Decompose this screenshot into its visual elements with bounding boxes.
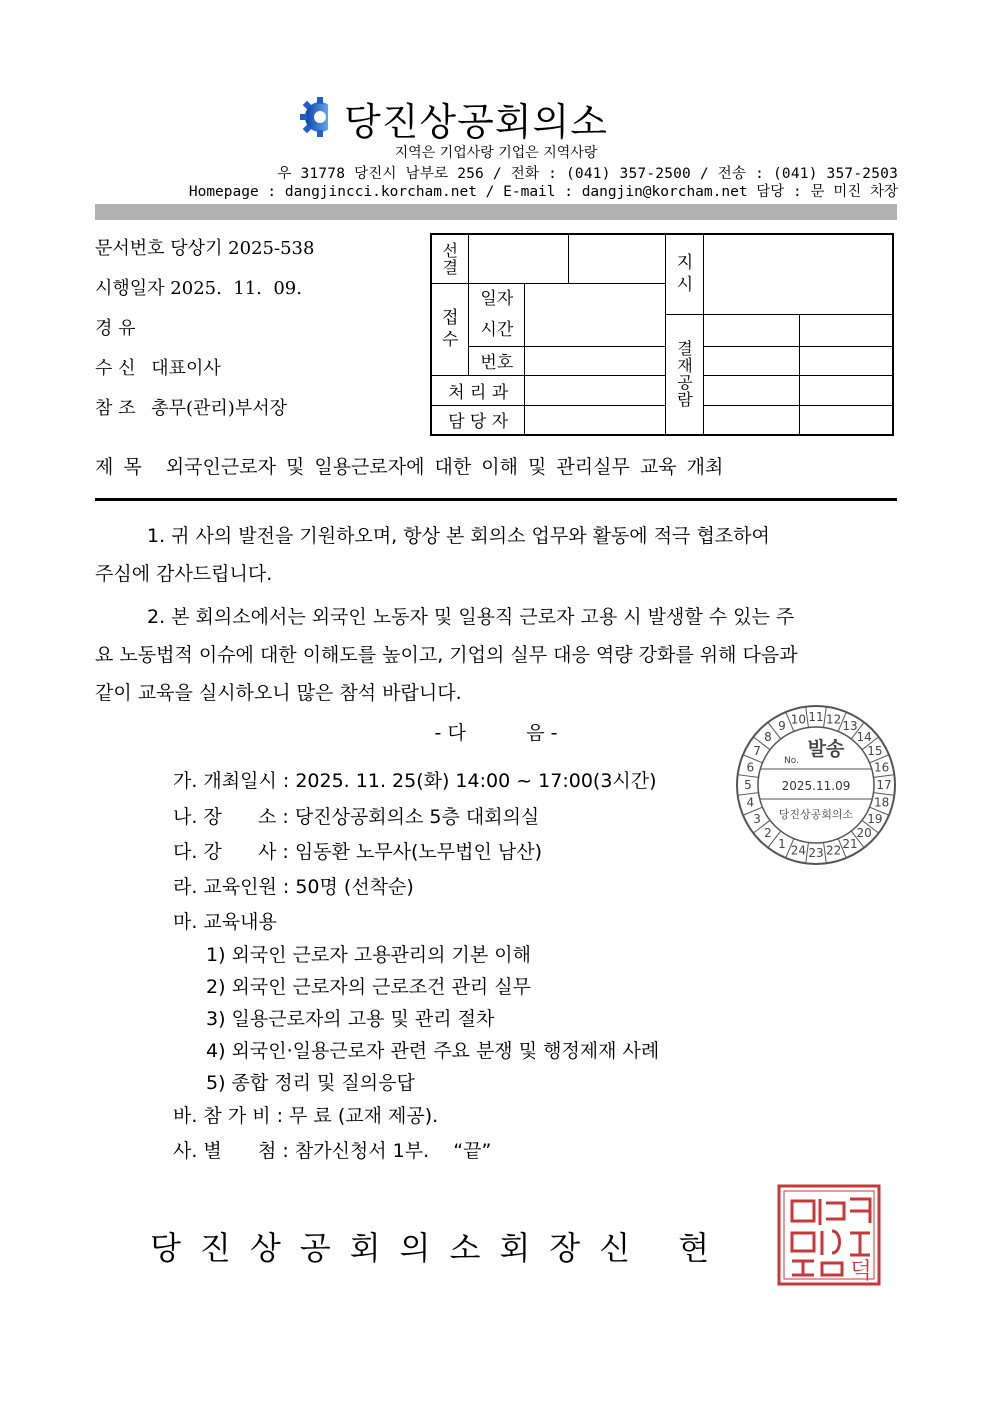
stamp-ring-number: 14 [856, 729, 872, 744]
stamp-date: 2025.11.09 [781, 779, 851, 793]
paragraph-2-line-1: 2. 본 회의소에서는 외국인 노동자 및 일용직 근로자 고용 시 발생할 수 있는 주 [147, 606, 795, 628]
paragraph-2-line-2: 요 노동법적 이슈에 대한 이해도를 높이고, 기업의 실무 대응 역량 강화를 위해 다음과 [95, 644, 798, 666]
signature-line: 당진상공회의소회장신 현 [150, 1229, 729, 1267]
item-ma-4: 4) 외국인·일용근로자 관련 주요 분쟁 및 행정제재 사례 [206, 1040, 660, 1062]
gyeoljae-cell-2b [799, 346, 893, 375]
stamp-ring-number: 3 [753, 812, 761, 826]
stamp-ring-number: 19 [867, 812, 883, 826]
doc-number-label: 문서번호 [95, 238, 165, 259]
subject-row [95, 452, 723, 479]
stamp-ring-number: 1 [778, 836, 786, 851]
stamp-ring-number: 15 [867, 744, 883, 758]
stamp-label: 발송 [807, 738, 845, 760]
stamp-ring-number: 4 [746, 795, 755, 810]
paragraph-1-line-1: 1. 귀 사의 발전을 기원하오며, 항상 본 회의소 업무와 활동에 적극 협조하여 [147, 525, 770, 547]
stamp-ring-number: 18 [874, 795, 890, 810]
slogan: 지역은 기업사랑 기업은 지역사랑 [394, 145, 598, 161]
gyeoljae-cell-3a [704, 375, 799, 405]
doc-number-value: 당상기 2025-538 [170, 238, 315, 259]
stamp-ring-number: 23 [808, 846, 824, 860]
stamp-no: No. [784, 756, 799, 766]
stamp-ring-number: 7 [753, 744, 761, 758]
stamp-ring-number: 21 [842, 836, 858, 851]
date-time-label [469, 283, 525, 346]
stamp-ring-number: 9 [778, 719, 786, 734]
subject-divider [95, 498, 897, 501]
stamp-ring-number: 11 [808, 710, 824, 724]
item-ma-3: 3) 일용근로자의 고용 및 관리 절차 [206, 1008, 495, 1030]
jisi-cell [704, 234, 893, 314]
recipient-label: 수 신 [95, 358, 136, 379]
paragraph-1-line-2: 주심에 감사드립니다. [95, 563, 273, 585]
item-ma-5: 5) 종합 정리 및 질의응답 [206, 1072, 415, 1094]
stamp-ring-number: 2 [764, 826, 772, 841]
seongyeol-cell-1 [469, 234, 569, 283]
stamp-ring-number: 12 [825, 712, 842, 727]
address-line: 우 31778 당진시 남부로 256 / 전화 : (041) 357-2500 / 전송 : (041) 357-2503 [277, 166, 898, 182]
stamp-ring-number: 16 [874, 760, 890, 775]
seongyeol-cell-2 [569, 234, 666, 283]
gear-logo-icon [298, 95, 342, 139]
item-da: 다. 강 사 : 임동환 노무사(노무법인 남산) [173, 841, 543, 863]
damdangja-label: 담 당 자 [431, 405, 525, 435]
gyeoljae-label: 결재공람 [666, 314, 704, 435]
reference-value: 총무(관리)부서장 [151, 398, 287, 419]
dispatch-stamp [734, 703, 898, 867]
gyeoljae-cell-1a [704, 314, 799, 346]
gyeoljae-cell-4b [799, 405, 893, 435]
contact-line: Homepage : dangjincci.korcham.net / E-mail : dangjin@korcham.net 담당 : 문 미진 차장 [188, 184, 898, 200]
date-row [95, 274, 302, 300]
cheorigwa-cell [525, 375, 666, 405]
item-ma-2: 2) 외국인 근로자의 근로조건 관리 실무 [206, 976, 532, 998]
date-label: 시행일자 [95, 278, 165, 299]
beonho-label: 번호 [469, 346, 525, 375]
stamp-org: 당진상공회의소 [778, 808, 854, 821]
stamp-ring-number: 17 [876, 778, 892, 792]
via-label: 경 유 [95, 318, 136, 339]
stamp-ring-number: 13 [842, 719, 858, 734]
item-ra: 라. 교육인원 : 50명 (선착순) [173, 876, 414, 898]
doc-number-row [95, 234, 314, 260]
beonho-cell [525, 346, 666, 375]
stamp-ring-number: 6 [746, 760, 755, 775]
reference-row [95, 394, 287, 420]
item-ga: 가. 개최일시 : 2025. 11. 25(화) 14:00 ~ 17:00(3시간) [173, 770, 657, 792]
damdangja-cell [525, 405, 666, 435]
gyeoljae-cell-2a [704, 346, 799, 375]
header-divider-bar [95, 204, 897, 220]
subject-label: 제 목 [95, 456, 142, 478]
recipient-row [95, 354, 221, 380]
seal-char: 덕 [850, 1259, 872, 1284]
stamp-ring-number: 20 [856, 826, 872, 841]
cheorigwa-label: 처 리 과 [431, 375, 525, 405]
stamp-ring-number: 8 [764, 729, 772, 744]
stamp-ring-number: 24 [790, 843, 807, 858]
paragraph-1 [95, 517, 897, 593]
section-title: - 다 음 - [434, 722, 558, 744]
paragraph-2 [95, 598, 897, 712]
sigan-label: 시간 [480, 319, 514, 340]
stamp-ring-number: 22 [825, 843, 842, 858]
item-sa: 사. 별 첨 : 참가신청서 1부. “끝” [173, 1140, 492, 1162]
stamp-ring-number: 10 [790, 712, 807, 727]
org-name-title: 당진상공회의소 [344, 100, 608, 144]
official-seal [776, 1183, 882, 1287]
recipient-value: 대표이사 [151, 358, 221, 379]
date-value: 2025. 11. 09. [170, 278, 302, 299]
gyeoljae-cell-4a [704, 405, 799, 435]
subject-text: 외국인근로자 및 일용근로자에 대한 이해 및 관리실무 교육 개최 [165, 456, 724, 478]
item-na: 나. 장 소 : 당진상공회의소 5층 대회의실 [173, 806, 540, 828]
paragraph-2-line-3: 같이 교육을 실시하오니 많은 참석 바랍니다. [95, 682, 462, 704]
reference-label: 참 조 [95, 398, 136, 419]
jeopsu-label: 접수 [431, 283, 469, 375]
gyeoljae-cell-3b [799, 375, 893, 405]
stamp-ring-number: 5 [744, 778, 752, 792]
letterhead-logo [0, 95, 992, 143]
item-ma-1: 1) 외국인 근로자 고용관리의 기본 이해 [206, 944, 532, 966]
item-ma: 마. 교육내용 [173, 911, 277, 933]
item-ba: 바. 참 가 비 : 무 료 (교재 제공). [173, 1105, 439, 1127]
ilja-label: 일자 [480, 288, 514, 309]
gyeoljae-cell-1b [799, 314, 893, 346]
jisi-label: 지시 [666, 234, 704, 314]
seongyeol-label: 선결 [431, 234, 469, 283]
via-row [95, 314, 141, 340]
date-time-cell [525, 283, 666, 346]
approval-table [430, 233, 894, 436]
